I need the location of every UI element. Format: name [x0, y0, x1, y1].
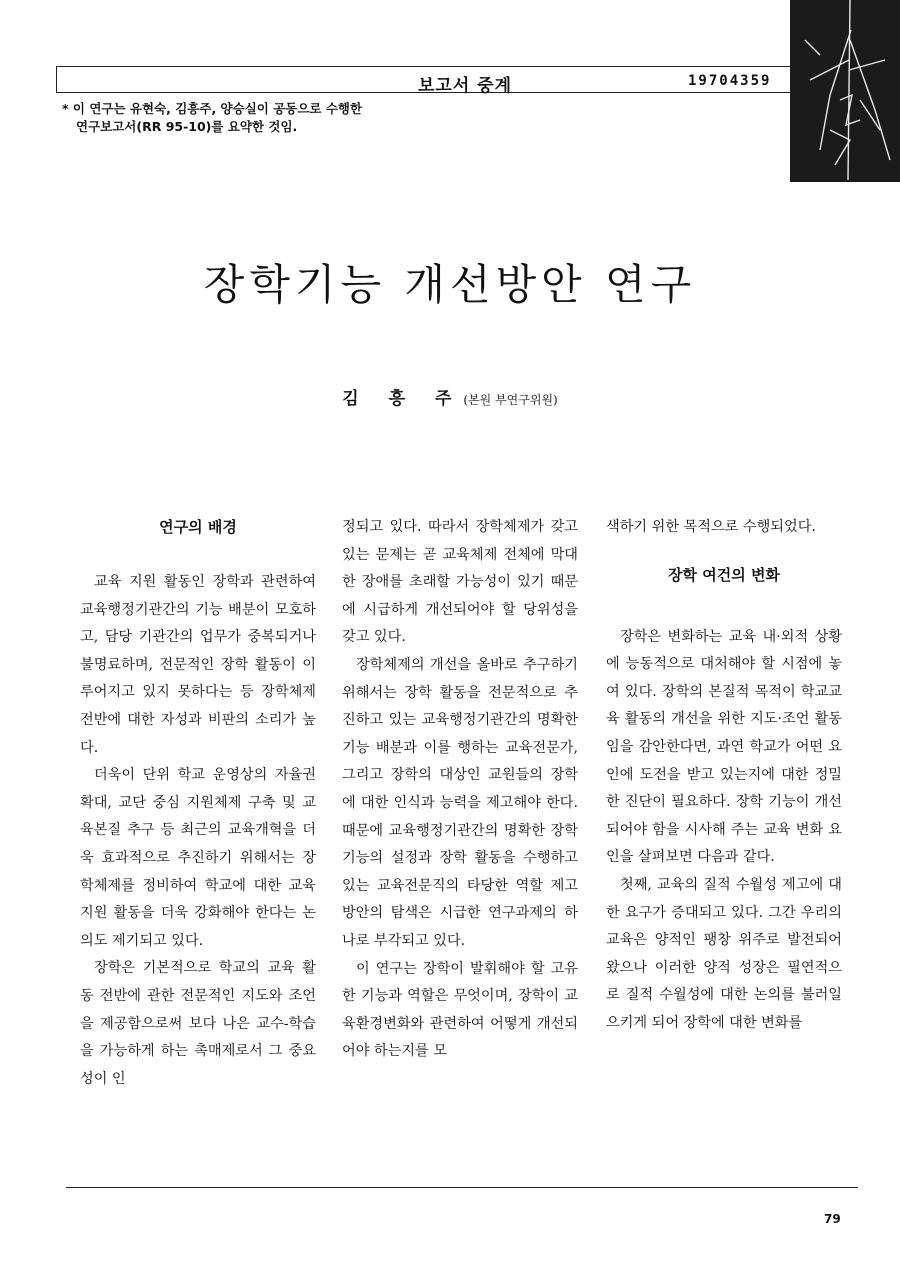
text-column-3	[606, 514, 842, 1038]
body-paragraph: 색하기 위한 목적으로 수행되었다.	[606, 519, 816, 535]
footer-rule	[66, 1187, 858, 1188]
page-number: 79	[824, 1212, 841, 1226]
body-paragraph: 정되고 있다. 따라서 장학체제가 갖고 있는 문제는 곧 교육체제 전체에 막대한 장애를 초래할 가능성이 있기 때문에 시급하게 개선되어야 할 당위성을 갖고 있다.	[342, 519, 578, 646]
abstract-lines-icon	[790, 0, 900, 182]
body-paragraph: 장학은 기본적으로 학교의 교육 활동 전반에 관한 전문적인 지도와 조언을 제공함으로써 보다 나은 교수-학습을 가능하게 하는 촉매제로서 그 중요성이 인	[80, 960, 316, 1087]
footnote-line-2: 연구보고서(RR 95-10)를 요약한 것임.	[76, 119, 298, 134]
footnote-line-1: * 이 연구는 유현숙, 김흥주, 양승실이 공동으로 수행한	[62, 101, 363, 116]
body-paragraph: 더욱이 단위 학교 운영상의 자율권 확대, 교단 중심 지원체제 구축 및 교육본질 추구 등 최근의 교육개혁을 더욱 효과적으로 추진하기 위해서는 장학체제를 정비하여 학교에 대한 교육 지원 활동을 더욱 강화해야 한다는 논의도 제기되고 있다.	[80, 767, 316, 949]
header-rule-left	[56, 66, 57, 92]
author-line	[0, 384, 900, 409]
header-document-number: 19704359	[688, 73, 772, 89]
article-title: 장학기능 개선방안 연구	[203, 260, 697, 309]
body-paragraph: 교육 지원 활동인 장학과 관련하여 교육행정기관간의 기능 배분이 모호하고, 담당 기관간의 업무가 중복되거나 불명료하며, 전문적인 장학 활동이 이루어지고 있지 못하다는 등 장학체제 전반에 대한 자성과 비판의 소리가 높다.	[80, 574, 316, 756]
text-column-2	[342, 514, 578, 1066]
section-heading-background: 연구의 배경	[159, 518, 237, 536]
header-rule	[56, 66, 790, 67]
text-column-1	[80, 514, 316, 1093]
author-name: 김 흥 주	[342, 389, 464, 409]
author-affiliation: (본원 부연구위원)	[463, 393, 558, 407]
body-paragraph: 이 연구는 장학이 발휘해야 할 고유한 기능과 역할은 무엇이며, 장학이 교육환경변화와 관련하여 어떻게 개선되어야 하는지를 모	[342, 960, 578, 1060]
body-paragraph: 장학은 변화하는 교육 내·외적 상황에 능동적으로 대처해야 할 시점에 놓여 있다. 장학의 본질적 목적이 학교교육 활동의 개선을 위한 지도·조언 활동임을 감안한다면, 과연 학교가 어떤 요인에 도전을 받고 있는지에 대한 정밀한 진단이 필요하다. 장학 기능이 개선되어야 함을 시사해 주는 교육 변화 요인을 살펴보면 다음과 같다.	[606, 628, 842, 866]
section-heading-changes: 장학 여건의 변화	[668, 565, 780, 584]
body-paragraph: 첫째, 교육의 질적 수월성 제고에 대한 요구가 증대되고 있다. 그간 우리의 교육은 양적인 팽창 위주로 발전되어 왔으나 이러한 양적 성장은 필연적으로 질적 수월성에 대한 논의를 불러일으키게 되어 장학에 대한 변화를	[606, 876, 842, 1031]
body-paragraph: 장학체제의 개선을 올바로 추구하기 위해서는 장학 활동을 전문적으로 추진하고 있는 교육행정기관간의 명확한 기능 배분과 이를 행하는 교육전문가, 그리고 장학의 대상인 교원들의 장학에 대한 인식과 능력을 제고해야 한다. 때문에 교육행정기관간의 명확한 장학 기능의 설정과 장학 활동을 수행하고 있는 교육전문직의 타당한 역할 제고 방안의 탐색은 시급한 연구과제의 하나로 부각되고 있다.	[342, 656, 578, 949]
corner-decoration-image	[790, 0, 900, 182]
header-section-label: 보고서 중계	[417, 76, 513, 96]
footnote	[62, 100, 422, 136]
